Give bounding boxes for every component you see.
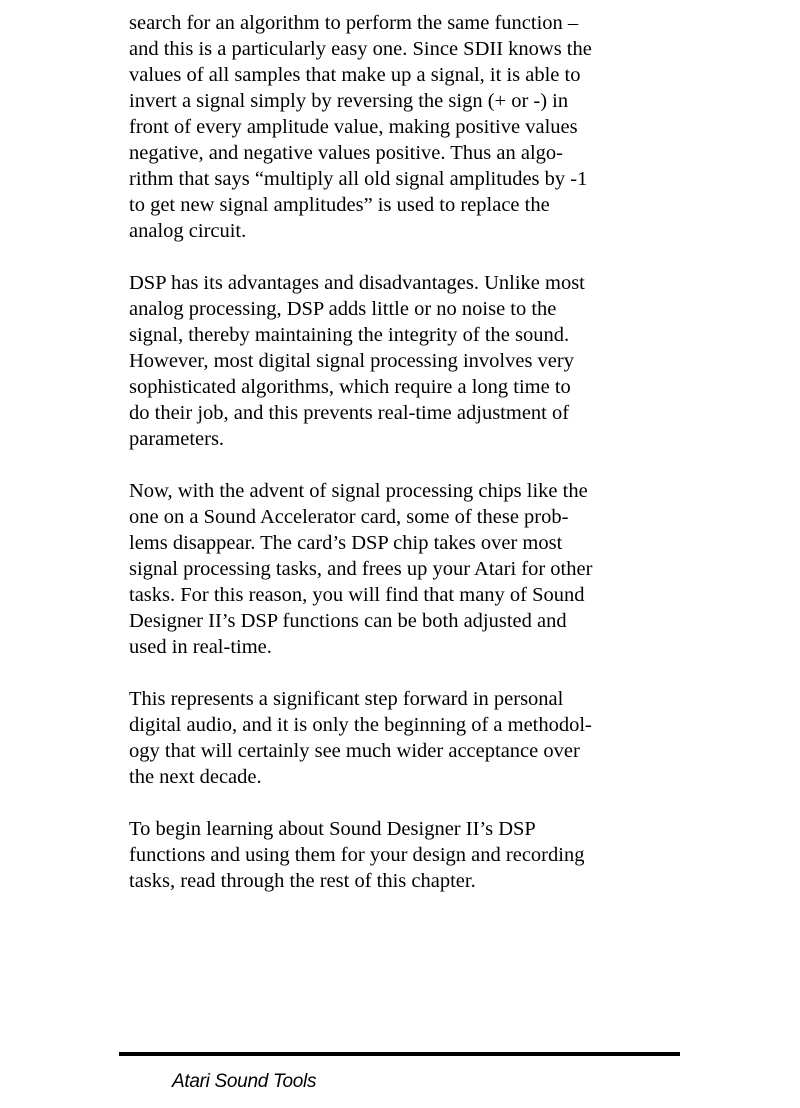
text-line: To begin learning about Sound Designer II’s DSP bbox=[129, 818, 536, 840]
text-line: Designer II’s DSP functions can be both adjusted and bbox=[129, 610, 567, 632]
text-line: the next decade. bbox=[129, 766, 262, 788]
text-line: ogy that will certainly see much wider acceptance over bbox=[129, 740, 580, 762]
text-line: search for an algorithm to perform the same function – bbox=[129, 12, 579, 34]
text-line: used in real-time. bbox=[129, 636, 272, 658]
paragraph-dsp-advantages bbox=[129, 270, 689, 452]
text-line: front of every amplitude value, making positive values bbox=[129, 116, 578, 138]
text-line: functions and using them for your design and recording bbox=[129, 844, 585, 866]
paragraph-begin-learning bbox=[129, 816, 689, 894]
text-line: analog circuit. bbox=[129, 220, 247, 242]
paragraph-signal-chips bbox=[129, 478, 689, 660]
text-line: DSP has its advantages and disadvantages. Unlike most bbox=[129, 272, 585, 294]
text-line: parameters. bbox=[129, 428, 225, 450]
text-line: values of all samples that make up a signal, it is able to bbox=[129, 64, 581, 86]
text-line: to get new signal amplitudes” is used to replace the bbox=[129, 194, 550, 216]
text-line: lems disappear. The card’s DSP chip takes over most bbox=[129, 532, 563, 554]
paragraph-algorithm bbox=[129, 10, 689, 244]
text-line: invert a signal simply by reversing the sign (+ or -) in bbox=[129, 90, 569, 112]
body-text bbox=[129, 10, 689, 920]
text-line: do their job, and this prevents real-time adjustment of bbox=[129, 402, 570, 424]
text-line: Now, with the advent of signal processing chips like the bbox=[129, 480, 588, 502]
text-line: rithm that says “multiply all old signal amplitudes by -1 bbox=[129, 168, 588, 190]
text-line: and this is a particularly easy one. Since SDII knows the bbox=[129, 38, 592, 60]
text-line: However, most digital signal processing involves very bbox=[129, 350, 574, 372]
text-line: This represents a significant step forward in personal bbox=[129, 688, 564, 710]
footer-title: Atari Sound Tools bbox=[172, 1071, 317, 1092]
text-line: tasks, read through the rest of this chapter. bbox=[129, 870, 476, 892]
text-line: tasks. For this reason, you will find that many of Sound bbox=[129, 584, 585, 606]
text-line: signal, thereby maintaining the integrity of the sound. bbox=[129, 324, 570, 346]
text-line: sophisticated algorithms, which require a long time to bbox=[129, 376, 571, 398]
text-line: signal processing tasks, and frees up your Atari for other bbox=[129, 558, 593, 580]
text-line: one on a Sound Accelerator card, some of these prob- bbox=[129, 506, 569, 528]
paragraph-step-forward bbox=[129, 686, 689, 790]
text-line: digital audio, and it is only the beginning of a methodol- bbox=[129, 714, 592, 736]
footer-rule bbox=[119, 1052, 680, 1056]
text-line: analog processing, DSP adds little or no noise to the bbox=[129, 298, 557, 320]
text-line: negative, and negative values positive. Thus an algo- bbox=[129, 142, 563, 164]
